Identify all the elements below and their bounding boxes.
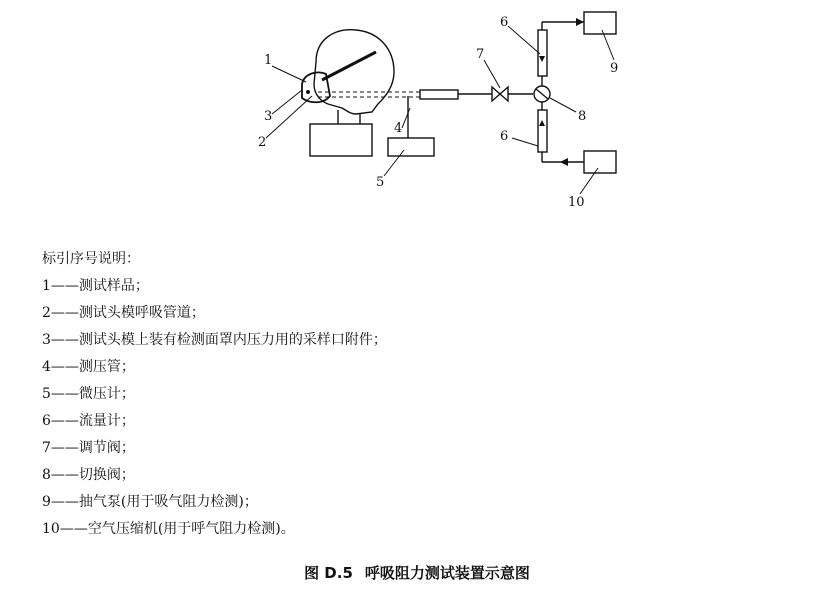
label-10: 10: [568, 195, 585, 210]
legend-item: 1——测试样品；: [42, 278, 149, 294]
arrow-from-compressor: [560, 158, 568, 166]
legend-item: 6——流量计；: [42, 413, 135, 429]
apparatus-diagram: [0, 0, 834, 240]
legend-item: 8——切换阀；: [42, 467, 135, 483]
legend-item: 4——测压管；: [42, 359, 135, 375]
test-sample-mask: [302, 72, 330, 102]
label-2: 2: [258, 135, 267, 150]
legend-item: 10——空气压缩机(用于呼气阻力检测)。: [42, 521, 295, 537]
test-head-outline: [314, 30, 394, 114]
legend-item: 9——抽气泵(用于吸气阻力检测)；: [42, 494, 258, 510]
label-6-lower: 6: [500, 129, 509, 144]
legend-title: 标引序号说明：: [42, 251, 140, 267]
legend: [42, 246, 387, 543]
figure-title: 呼吸阻力测试装置示意图: [364, 564, 530, 582]
label-6-upper: 6: [500, 15, 509, 30]
label-9: 9: [610, 61, 619, 76]
label-7: 7: [476, 47, 485, 62]
label-1: 1: [264, 53, 273, 68]
legend-item: 5——微压计；: [42, 386, 135, 402]
breathing-tube: [420, 90, 458, 99]
regulating-valve: [492, 87, 508, 101]
air-compressor: [584, 151, 616, 173]
flowmeter-lower: [538, 110, 547, 152]
figure-number: 图 D.5: [304, 564, 353, 582]
legend-item: 3——测试头模上装有检测面罩内压力用的采样口附件；: [42, 332, 387, 348]
label-3: 3: [264, 109, 273, 124]
legend-item: 2——测试头模呼吸管道；: [42, 305, 205, 321]
label-5: 5: [376, 175, 385, 190]
figure-caption: [0, 562, 834, 583]
label-8: 8: [578, 109, 587, 124]
suction-pump: [584, 12, 616, 34]
test-head-base: [310, 124, 372, 156]
arrow-to-pump: [576, 18, 584, 26]
micromanometer: [388, 138, 434, 156]
mask-strap: [322, 52, 376, 80]
legend-item: 7——调节阀；: [42, 440, 135, 456]
label-4: 4: [394, 121, 403, 136]
